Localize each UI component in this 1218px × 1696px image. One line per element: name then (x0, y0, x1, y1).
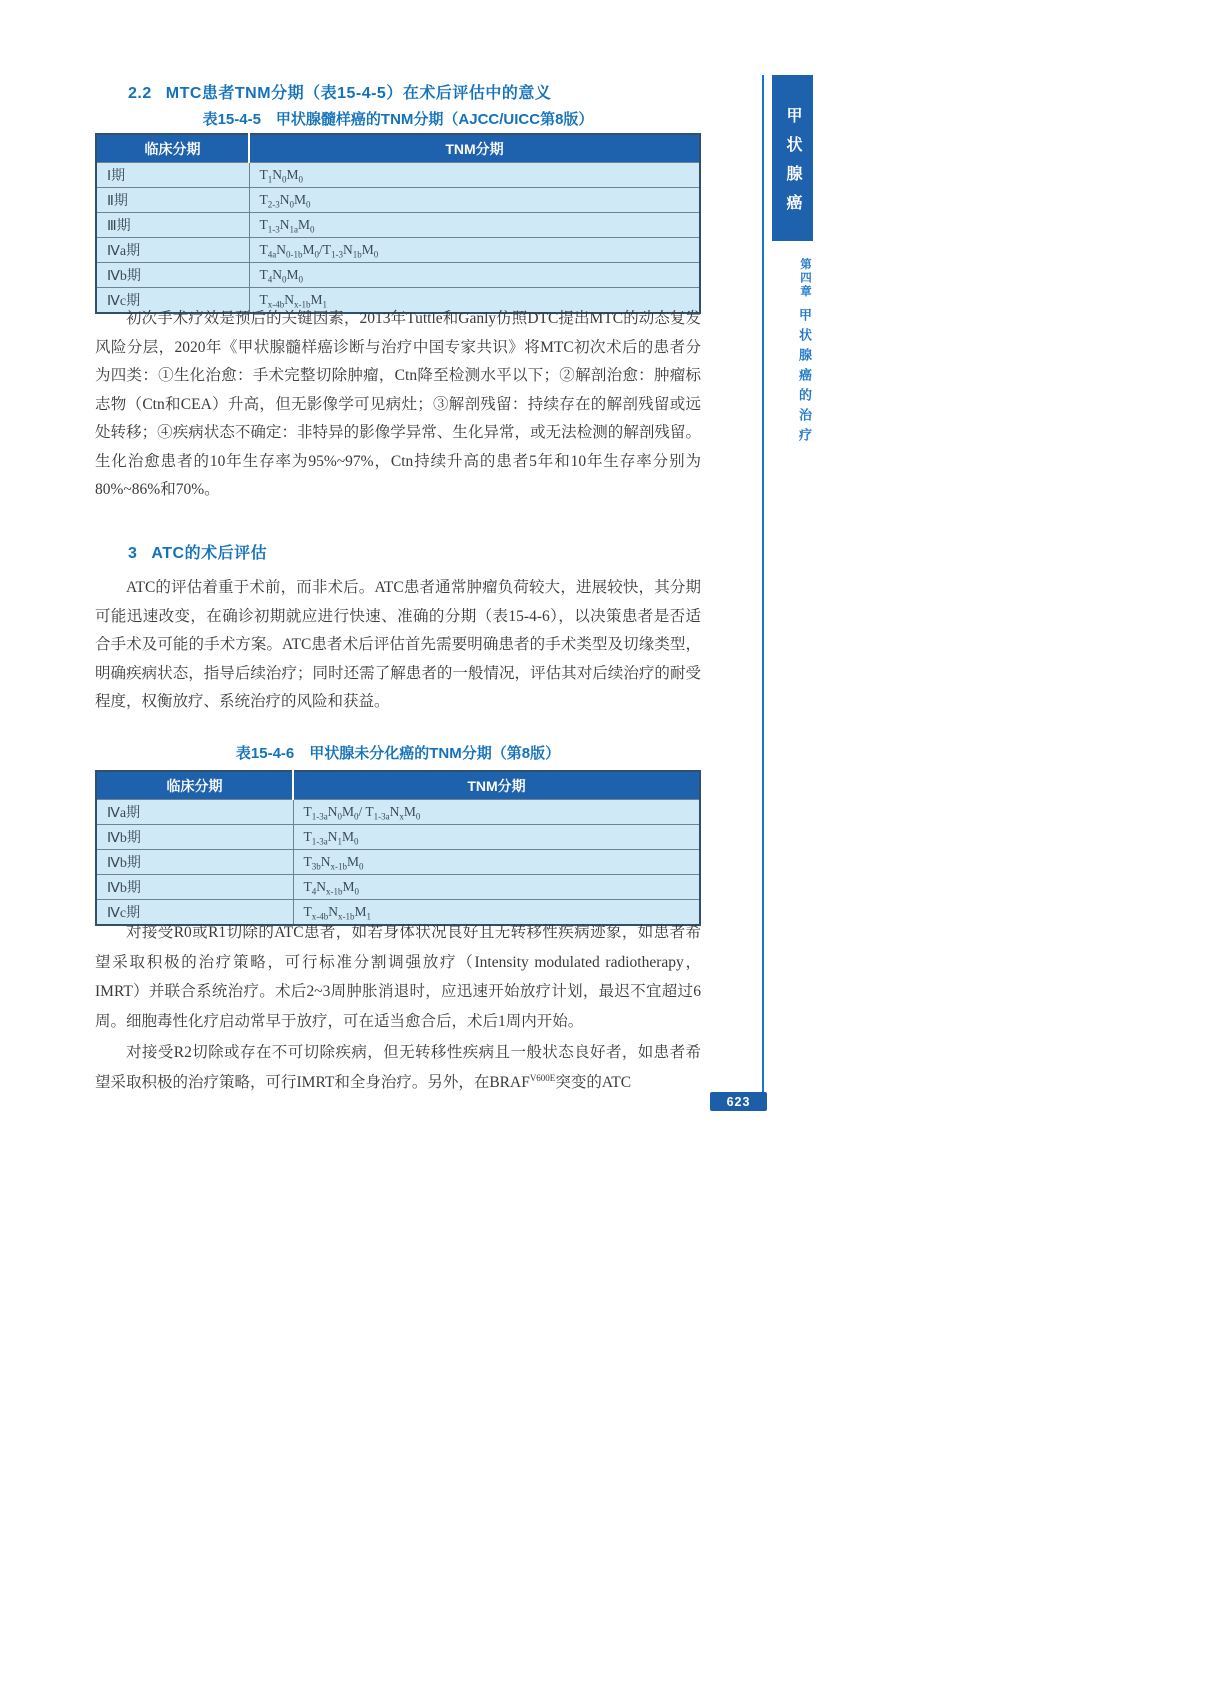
clinical-stage-cell: Ⅳc期 (96, 900, 293, 926)
clinical-stage-cell: Ⅲ期 (96, 213, 249, 238)
tnm-stage-cell: $T_{3b}N_{x-1b}M_0$ (293, 850, 700, 875)
section-number: 3 (128, 545, 138, 562)
column-header-tnm-stage: TNM分期 (249, 134, 700, 163)
paragraph-r0-r1-treatment: 对接受R0或R1切除的ATC患者，如若身体状况良好且无转移性疾病迹象，如患者希望采取积极的治疗策略，可行标准分割调强放疗（Intensity modulated radiotherapy，IMRT）并联合系统治疗。术后2~3周肿胀消退时，应迅速开始放疗计划，最迟不宜超过6周。细胞毒性化疗启动常早于放疗，可在适当愈合后，术后1周内开始。 (95, 924, 701, 1030)
tnm-stage-cell: $T_{1-3a}N_1M_0$ (293, 825, 700, 850)
section-heading-3 (95, 540, 701, 563)
tnm-stage-cell: $T_4N_0M_0$ (249, 263, 700, 288)
tnm-stage-cell: $T_{1-3a}N_0M_0/$ $T_{1-3a}N_xM_0$ (293, 800, 700, 825)
tnm-stage-cell: $T_{1-3}N_{1a}M_0$ (249, 213, 700, 238)
tnm-table-15-4-6 (95, 770, 701, 926)
table-row (96, 825, 700, 850)
book-title-vertical: 甲状腺癌 (784, 106, 801, 223)
clinical-stage-cell: Ⅳa期 (96, 800, 293, 825)
table-row (96, 850, 700, 875)
table-header-row (96, 134, 700, 163)
tnm-table-15-4-5 (95, 133, 701, 314)
paragraph-r2-treatment: 对接受R2切除或存在不可切除疾病，但无转移性疾病且一般状态良好者，如患者希望采取积极的治疗策略，可行IMRT和全身治疗。另外，在$BRAF^{V600E}$突变的ATC (95, 1044, 701, 1091)
clinical-stage-cell: Ⅳb期 (96, 850, 293, 875)
clinical-stage-cell: Ⅳb期 (96, 875, 293, 900)
table-caption-15-4-5: 表15-4-5 甲状腺髓样癌的TNM分期（AJCC/UICC第8版） (202, 111, 594, 128)
paragraph-atc-evaluation: ATC的评估着重于术前，而非术后。ATC患者通常肿瘤负荷较大，进展较快，其分期可能迅速改变，在确诊初期就应进行快速、准确的分期（表15-4-6），以决策患者是否适合手术及可能的手术方案。ATC患者术后评估首先需要明确患者的手术类型及切缘类型，明确疾病状态，指导后续治疗；同时还需了解患者的一般情况，评估其对后续治疗的耐受程度，权衡放疗、系统治疗的风险和获益。 (95, 579, 701, 710)
tnm-stage-cell: $T_1N_0M_0$ (249, 163, 700, 188)
table-row (96, 875, 700, 900)
section-heading-2-2 (95, 80, 701, 103)
table-header-row (96, 771, 700, 800)
section-number: 2.2 (128, 85, 152, 102)
tnm-stage-cell: $T_4N_{x-1b}M_0$ (293, 875, 700, 900)
clinical-stage-cell: Ⅱ期 (96, 188, 249, 213)
clinical-stage-cell: Ⅳa期 (96, 238, 249, 263)
tnm-stage-cell: $T_{x-4b}N_{x-1b}M_1$ (249, 288, 700, 314)
clinical-stage-cell: Ⅳb期 (96, 825, 293, 850)
column-header-clinical-stage: 临床分期 (96, 771, 293, 800)
clinical-stage-cell: Ⅰ期 (96, 163, 249, 188)
section-title: MTC患者TNM分期（表15-4-5）在术后评估中的意义 (165, 85, 552, 102)
table-caption-15-4-6: 表15-4-6 甲状腺未分化癌的TNM分期（第8版） (235, 745, 561, 762)
table-row (96, 800, 700, 825)
chapter-number-vertical: 第四章 (799, 258, 811, 299)
sidebar-book-title-tab (772, 75, 813, 241)
table-row (96, 238, 700, 263)
table-body (96, 800, 700, 926)
section-title: ATC的术后评估 (151, 545, 268, 562)
table-row (96, 263, 700, 288)
table-row (96, 188, 700, 213)
tnm-stage-cell: $T_{4a}N_{0-1b}M_0/T_{1-3}N_{1b}M_0$ (249, 238, 700, 263)
clinical-stage-cell: Ⅳc期 (96, 288, 249, 314)
column-header-tnm-stage: TNM分期 (293, 771, 700, 800)
sidebar-vertical-rule (762, 75, 764, 1111)
table-row (96, 163, 700, 188)
paragraph-mtc-risk-stratification: 初次手术疗效是预后的关键因素，2013年Tuttle和Ganly仿照DTC提出MTC的动态复发风险分层，2020年《甲状腺髓样癌诊断与治疗中国专家共识》将MTC初次术后的患者分为四类：①生化治愈：手术完整切除肿瘤，Ctn降至检测水平以下；②解剖治愈：肿瘤标志物（Ctn和CEA）升高，但无影像学可见病灶；③解剖残留：持续存在的解剖残留或远处转移；④疾病状态不确定：非特异的影像学异常、生化异常，或无法检测的解剖残留。生化治愈患者的10年生存率为95%~97%，Ctn持续升高的患者5年和10年生存率分别为80%~86%和70%。 (95, 310, 701, 498)
chapter-title-vertical: 甲状腺癌的治疗 (797, 308, 812, 448)
tnm-stage-cell: $T_{2-3}N_0M_0$ (249, 188, 700, 213)
page-number-badge: 623 (710, 1092, 767, 1111)
clinical-stage-cell: Ⅳb期 (96, 263, 249, 288)
table-body (96, 163, 700, 314)
column-header-clinical-stage: 临床分期 (96, 134, 249, 163)
table-row (96, 213, 700, 238)
tnm-stage-cell: $T_{x-4b}N_{x-1b}M_1$ (293, 900, 700, 926)
